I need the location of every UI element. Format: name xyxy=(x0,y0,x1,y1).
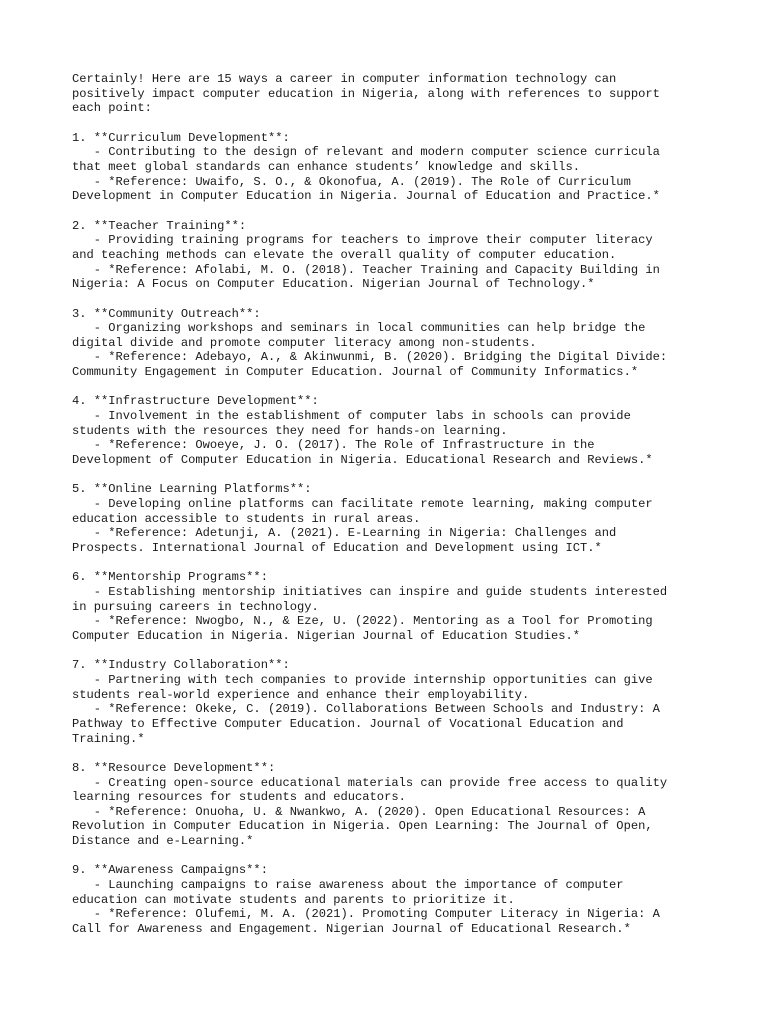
item-body-line: students real-world experience and enhance their employability. xyxy=(72,687,530,702)
document-page xyxy=(72,72,712,937)
intro-line: positively impact computer education in Nigeria, along with references to support xyxy=(72,86,660,101)
item-body-line: - *Reference: Uwaifo, S. O., & Okonofua, A. (2019). The Role of Curriculum xyxy=(72,174,631,189)
item-body-line: - Launching campaigns to raise awareness about the importance of computer xyxy=(72,878,624,893)
item-body-line: - *Reference: Nwogbo, N., & Eze, U. (2022). Mentoring as a Tool for Promoting xyxy=(72,614,653,629)
item-body-line: - Establishing mentorship initiatives can inspire and guide students interested xyxy=(72,584,668,599)
item-body-line: - Providing training programs for teachers to improve their computer literacy xyxy=(72,233,653,248)
item-body-line: Pathway to Effective Computer Education. Journal of Vocational Education and xyxy=(72,716,624,731)
item-body-line: - Involvement in the establishment of computer labs in schools can provide xyxy=(72,409,631,424)
item-body-line: education accessible to students in rural areas. xyxy=(72,511,421,526)
item-heading: 9. **Awareness Campaigns**: xyxy=(72,863,268,878)
item-body-line: - *Reference: Olufemi, M. A. (2021). Promoting Computer Literacy in Nigeria: A xyxy=(72,907,660,922)
item-body-line: Revolution in Computer Education in Nigeria. Open Learning: The Journal of Open, xyxy=(72,819,653,834)
item-body-line: Development in Computer Education in Nigeria. Journal of Education and Practice.* xyxy=(72,189,660,204)
item-body-line: Computer Education in Nigeria. Nigerian Journal of Education Studies.* xyxy=(72,628,581,643)
item-body-line: education can motivate students and parents to prioritize it. xyxy=(72,892,515,907)
item-heading: 6. **Mentorship Programs**: xyxy=(72,570,268,585)
item-body-line: Training.* xyxy=(72,731,145,746)
item-body-line: - *Reference: Onuoha, U. & Nwankwo, A. (2020). Open Educational Resources: A xyxy=(72,804,646,819)
list-item xyxy=(72,394,712,467)
item-body-line: - Partnering with tech companies to provide internship opportunities can give xyxy=(72,672,653,687)
item-body-line: - *Reference: Afolabi, M. O. (2018). Teacher Training and Capacity Building in xyxy=(72,262,660,277)
item-body-line: students with the resources they need for hands-on learning. xyxy=(72,423,508,438)
list-item xyxy=(72,307,712,380)
list-item xyxy=(72,658,712,746)
list-item xyxy=(72,131,712,204)
item-body-line: - Organizing workshops and seminars in local communities can help bridge the xyxy=(72,321,646,336)
item-body-line: that meet global standards can enhance students’ knowledge and skills. xyxy=(72,159,581,174)
item-heading: 2. **Teacher Training**: xyxy=(72,218,247,233)
item-heading: 5. **Online Learning Platforms**: xyxy=(72,482,312,497)
item-body-line: Call for Awareness and Engagement. Nigerian Journal of Educational Research.* xyxy=(72,922,631,937)
item-body-line: Prospects. International Journal of Education and Development using ICT.* xyxy=(72,541,602,555)
item-body-line: Development of Computer Education in Nigeria. Educational Research and Reviews.* xyxy=(72,453,653,468)
points-list xyxy=(72,116,712,937)
item-body-line: Community Engagement in Computer Education. Journal of Community Informatics.* xyxy=(72,365,639,380)
item-heading: 8. **Resource Development**: xyxy=(72,760,276,775)
item-heading: 7. **Industry Collaboration**: xyxy=(72,658,290,673)
paragraph-gap xyxy=(72,746,712,761)
intro-paragraph xyxy=(72,72,712,116)
item-body-line: - *Reference: Owoeye, J. O. (2017). The Role of Infrastructure in the xyxy=(72,438,595,453)
paragraph-gap xyxy=(72,468,712,483)
item-body-line: Nigeria: A Focus on Computer Education. Nigerian Journal of Technology.* xyxy=(72,277,595,292)
list-item xyxy=(72,761,712,849)
item-body-line: in pursuing careers in technology. xyxy=(72,599,319,614)
item-body-line: learning resources for students and educators. xyxy=(72,790,406,805)
paragraph-gap xyxy=(72,380,712,395)
item-body-line: - *Reference: Adetunji, A. (2021). E-Learning in Nigeria: Challenges and xyxy=(72,526,617,541)
item-body-line: Distance and e-Learning.* xyxy=(72,834,254,849)
item-body-line: - *Reference: Okeke, C. (2019). Collaborations Between Schools and Industry: A xyxy=(72,702,660,717)
list-item xyxy=(72,219,712,292)
item-body-line: - Developing online platforms can facilitate remote learning, making computer xyxy=(72,497,653,512)
item-heading: 3. **Community Outreach**: xyxy=(72,306,261,321)
paragraph-gap xyxy=(72,116,712,131)
paragraph-gap xyxy=(72,556,712,571)
item-body-line: and teaching methods can elevate the overall quality of computer education. xyxy=(72,247,617,262)
paragraph-gap xyxy=(72,644,712,659)
paragraph-gap xyxy=(72,204,712,219)
item-body-line: digital divide and promote computer literacy among non-students. xyxy=(72,335,537,350)
list-item xyxy=(72,482,712,555)
list-item xyxy=(72,570,712,643)
paragraph-gap xyxy=(72,292,712,307)
item-body-line: - Contributing to the design of relevant and modern computer science curricula xyxy=(72,145,660,160)
item-heading: 1. **Curriculum Development**: xyxy=(72,130,290,145)
item-body-line: - *Reference: Adebayo, A., & Akinwunmi, B. (2020). Bridging the Digital Divide: xyxy=(72,350,668,365)
item-body-line: - Creating open-source educational materials can provide free access to quality xyxy=(72,775,668,790)
paragraph-gap xyxy=(72,849,712,864)
item-heading: 4. **Infrastructure Development**: xyxy=(72,394,319,409)
intro-line: each point: xyxy=(72,101,152,116)
intro-line: Certainly! Here are 15 ways a career in computer information technology can xyxy=(72,72,617,86)
list-item xyxy=(72,863,712,936)
